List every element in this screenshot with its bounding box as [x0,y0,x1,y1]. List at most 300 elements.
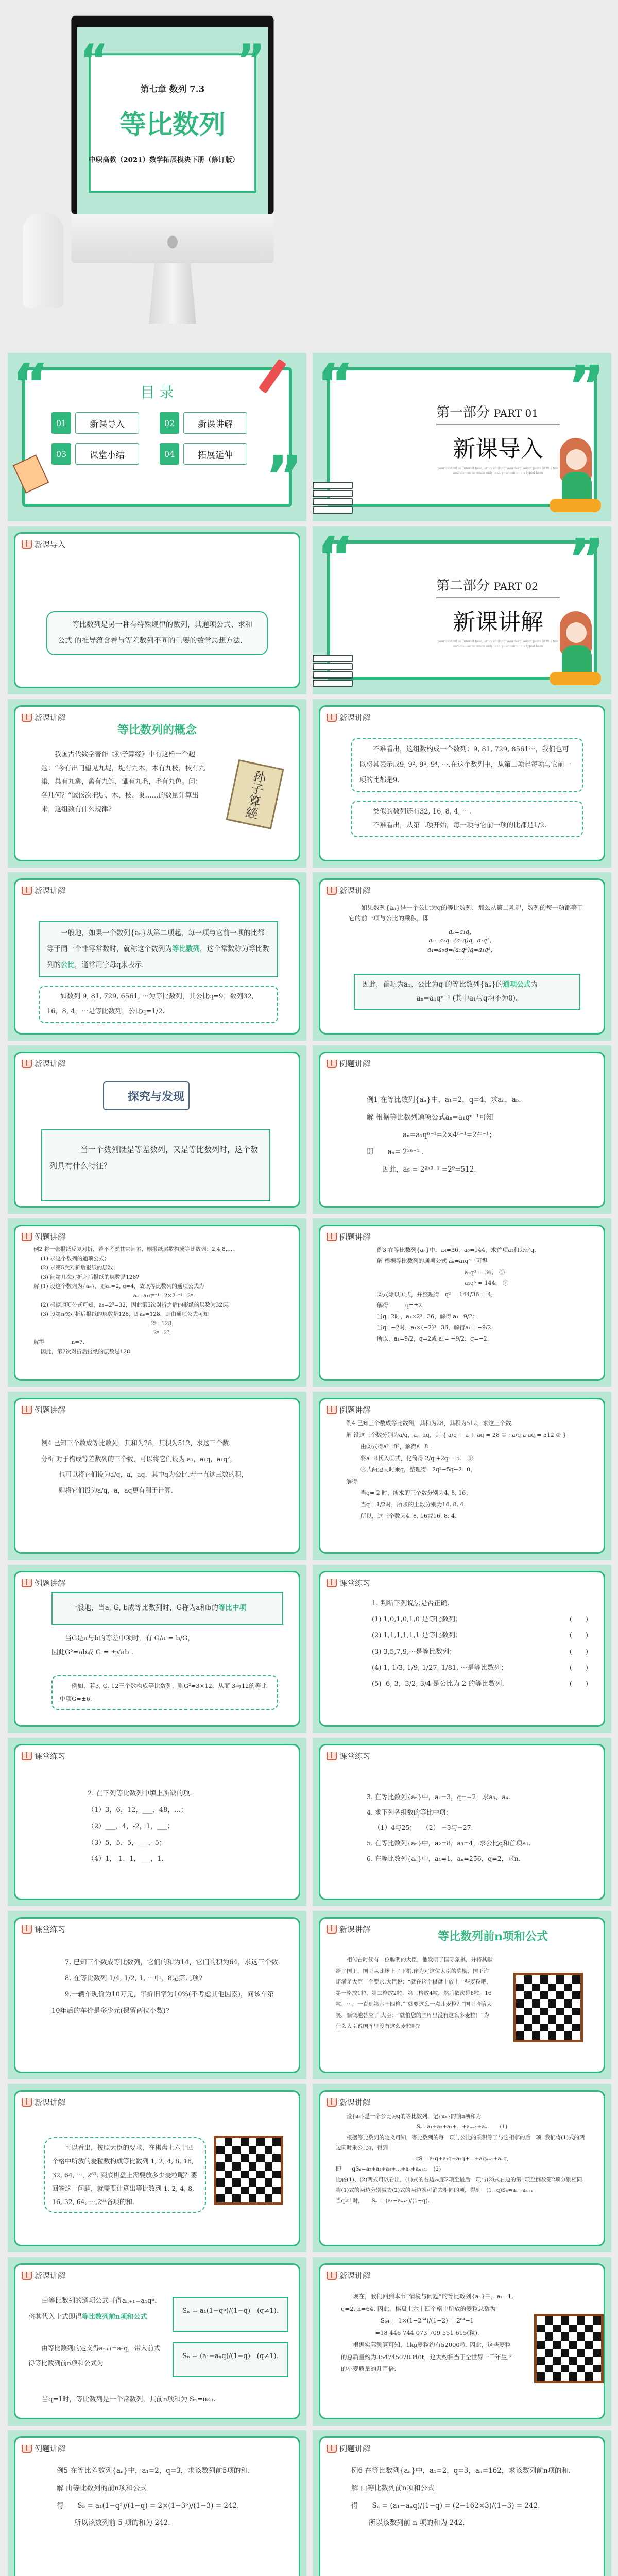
chess-square [593,2365,601,2373]
chess-square [564,1984,573,1992]
chess-square [272,2178,281,2187]
practice-question: 8. 在等比数列 1/4, 1/2, 1, ⋯中，8是第几项? [65,1975,202,1983]
formula-lines [320,927,604,963]
chess-square [241,2154,249,2162]
chess-square [537,2325,545,2333]
cover-chapter: 第七章 数列 7.3 [140,84,205,95]
example-solution-line: 解 设这三个数分别为a/q，a，aq，则 { a/q + a + aq = 28 ① ; a/q·a·aq = 512 ② } [346,1431,566,1438]
chess-square [553,2316,561,2325]
mean-line: 因此G²=ab或 G = ±√ab . [52,1649,133,1657]
example-solution-line: 当q= 1/2时，所求的上数分别为16, 8, 4. [360,1501,466,1508]
chess-square [561,2349,569,2357]
chess-square [532,2031,540,2040]
example-solution-line: 2ⁿ=2⁷， [153,1330,175,1336]
example-solution-line: 将a=8代入①式，化简得 2/q +2q = 5. ③ [360,1454,473,1462]
slide-example-4-solution[interactable] [313,1392,611,1560]
chess-square [225,2154,233,2162]
slide-general-term[interactable] [313,872,611,1041]
chess-square [548,1984,557,1992]
book-icon [22,1579,32,1587]
chess-square [256,2154,265,2162]
open-quote-icon: “ [80,35,109,86]
practice-item: （2）___，4，-2，1，___； [88,1822,174,1831]
slide-example-5[interactable] [8,2430,306,2576]
section-part: 第二部分 [436,578,490,594]
chess-square [540,1999,548,2008]
toc-item-intro[interactable]: 新课导入 [75,412,139,434]
slide-example-6[interactable] [313,2430,611,2576]
chess-square [593,2316,601,2325]
chess-result-body [341,2291,513,2376]
mean-line: 当G是a与b的等差中项时，有 G/a = b/G， [65,1635,195,1642]
slide-example-3[interactable] [313,1218,611,1387]
practice-3-body [367,1789,593,1867]
chess-square [225,2171,233,2179]
books-illustration [313,639,354,691]
slide-example-1[interactable] [313,1045,611,1214]
example-solution-line: 解得 n=7. [33,1339,85,1346]
slide-practice-2[interactable] [8,1738,306,1906]
chess-square [524,2008,533,2016]
chess-square [216,2138,225,2146]
slide-header: 新课讲解 [339,2098,371,2107]
chess-square [561,2365,569,2373]
chess-square [564,1999,573,2008]
example-part: (2) 求第5次对折后报纸的层数； [41,1265,118,1272]
chess-square [524,1975,533,1984]
slide-part-01[interactable] [313,353,611,521]
chess-square [537,2372,545,2381]
open-quote-icon: “ [12,353,49,417]
chess-square [572,1999,580,2008]
slide-example-2[interactable] [8,1218,306,1387]
slide-header: 新课讲解 [339,886,371,895]
book-icon [327,714,337,722]
chess-square [556,1975,564,1984]
example-part: (1) 求这个数列的通项公式； [41,1256,110,1262]
close-quote-icon: ” [568,353,605,419]
formula-equation: aₙ=a₁qⁿ⁻¹ (其中a₁与q均不为0). [416,994,518,1003]
chess-square [249,2194,257,2202]
chess-square [532,1991,540,1999]
book-icon [327,2098,337,2107]
chess-square [524,1991,533,1999]
chess-square [537,2349,545,2357]
monitor-image [71,16,273,255]
slide-sum-story[interactable] [313,1911,611,2079]
mean-lines [52,1632,283,1660]
chess-square [216,2154,225,2162]
chess-square [232,2187,241,2195]
chess-square [561,2332,569,2341]
mean-example: 例如，若3, G, 12三个数构成等比数列，则G²=3×12，从而 3与12的等比中项G=±6. [52,1675,278,1710]
book-icon [327,887,337,895]
toc-num: 03 [52,443,71,465]
slide-header: 例题讲解 [339,1232,371,1242]
chess-square [585,2357,593,2365]
slide-practice-1[interactable] [313,1565,611,1733]
chess-square [556,2015,564,2024]
answer-blank[interactable]: ( ) [569,1616,588,1624]
chess-square [593,2372,601,2381]
example-solution-line: 当q=2时，a₁×2³=36，解得 a₁=9/2； [377,1313,478,1320]
slide-header: 课堂练习 [339,1579,371,1588]
slide-header: 例题讲解 [35,1405,66,1415]
result-line: 现在，我们回到本节“情境与问题”的等比数列{aₙ}中，a₁=1, q=2, n=64. 因此，棋盘上六十四个格中所放的麦粒总数为 [341,2293,513,2312]
sum-formula-1: Sₙ = a₁(1−qⁿ)/(1−q) (q≠1). [173,2297,288,2332]
chess-square [548,2024,557,2032]
example-solution-line: aₙ=a₁qⁿ⁻¹=2×2ⁿ⁻¹=2ⁿ. [133,1293,195,1299]
chess-square [232,2194,241,2202]
example-solution-line: 解得 q=±2. [377,1302,424,1309]
slide-chess-result[interactable] [313,2257,611,2426]
chess-square [265,2194,273,2202]
chess-square [548,2008,557,2016]
toc-item-extension[interactable]: 拓展延伸 [183,443,247,465]
chess-square [532,2008,540,2016]
derivation-body [336,2111,588,2206]
practice-item: (4) 1, 1/3, 1/9, 1/27, 1/81, ⋯是等比数列； [372,1664,508,1672]
section-part-en: PART 02 [494,580,538,592]
formula-box [354,974,580,1010]
derivation-line: 比较(1)、(2)两式可以看出，(1)式的右边从第2项至最后一项与(2)式右边的第1项至倒数第2项分别相同. 将(1)式的两边分别减去(2)式的两边就可消去相同的项，得到 (1−q)Sₙ=a₁−aₙ₊₁ [336,2176,584,2194]
slide-header: 例题讲解 [339,1059,371,1069]
girl-illustration [555,611,599,688]
chess-square [548,1991,557,1999]
toc-num: 02 [160,412,179,434]
chess-square [569,2341,577,2349]
chess-square [545,2325,553,2333]
answer-blank[interactable]: ( ) [569,1664,588,1672]
sum-formula-2: Sₙ = (a₁−aₙq)/(1−q) (q≠1). [173,2342,288,2377]
chess-square [241,2146,249,2155]
sequence-box-2 [351,801,583,837]
example-question: 例2 将一张报纸反复对折，若不考虑其它因素，则报纸层数构成等比数列：2,4,8,.... [33,1246,234,1252]
chess-square [572,2008,580,2016]
chess-square [265,2178,273,2187]
chess-square [232,2146,241,2155]
chess-square [524,2015,533,2024]
slide-example-4-analysis[interactable] [8,1392,306,1560]
analysis-line: 则将它们设为a/q，a，aq更有利于计算. [59,1486,173,1494]
chess-square [249,2171,257,2179]
chess-square [540,1975,548,1984]
chess-square [249,2154,257,2162]
slide-intro[interactable] [8,526,306,694]
chess-square [216,2187,225,2195]
chess-square [272,2138,281,2146]
example-solution-line: 即 aₙ= 2²ⁿ⁻¹ . [367,1148,424,1157]
slide-explore[interactable] [8,1045,306,1214]
book-cover-image: 孙子算經 [226,759,284,829]
chess-square [537,2365,545,2373]
chess-square [553,2372,561,2381]
chess-square [265,2162,273,2171]
example-solution-line: 解 由等比数列前n项和公式 [351,2484,435,2493]
chess-square [572,2015,580,2024]
derivation-line: 设{aₙ}是一个公比为q的等比数列，记{aₙ}的前n项和为 [347,2113,482,2120]
open-quote-icon: “ [317,353,354,417]
chess-square [524,2024,533,2032]
section-title: 新课导入 [453,436,543,462]
chess-square [216,2194,225,2202]
section-title: 新课讲解 [453,609,543,635]
example-solution-line: (2) 根据通项公式可知，a₁=2⁵=32，因此第5次对折之后的报纸的层数为32层. [41,1302,230,1309]
chess-square [585,2365,593,2373]
result-line: S₆₄ = 1×(1−2⁶⁴)/(1−2) = 2⁶⁴−1 [380,2317,474,2325]
book-icon [327,1752,337,1760]
example-solution-line: 所以，a₁=9/2，q=2或 a₁= −9/2，q=−2. [377,1335,489,1342]
chess-square [256,2178,265,2187]
example-3-body [377,1245,593,1344]
practice-1-body [372,1596,588,1692]
slide-geometric-mean[interactable] [8,1565,306,1733]
chess-square [585,2332,593,2341]
chess-square [545,2365,553,2373]
chess-square [225,2194,233,2202]
analysis-line: 也可以将它们设为a/q，a，aq，其中q为公比.若一直这三数的积， [59,1470,248,1479]
practice-item: (2) 1,1,1,1,1,1 是等比数列； [372,1632,462,1640]
example-solution-line: 当q= 2 时，所求的三个数分别为4, 8, 16； [360,1489,472,1497]
chess-square [256,2162,265,2171]
chess-square [256,2171,265,2179]
chess-square [545,2349,553,2357]
concept-title: 等比数列的概念 [117,723,197,737]
chess-square [553,2349,561,2357]
explore-title: 探究与发现 [103,1081,190,1110]
slide-definition[interactable] [8,872,306,1041]
example-solution-line: 所以，这三个数为4, 8, 16或16, 8, 4. [360,1513,457,1520]
chess-square [225,2146,233,2155]
slide-header: 新课讲解 [339,2271,371,2280]
girl-illustration [555,438,599,515]
chess-square [577,2349,585,2357]
chess-square [241,2162,249,2171]
chess-square [548,2015,557,2024]
book-icon [22,2272,32,2280]
chess-square [516,1984,524,1992]
slide-toc[interactable] [8,353,306,521]
chess-square [249,2162,257,2171]
chess-square [548,2031,557,2040]
chess-square [593,2325,601,2333]
slide-concept[interactable] [8,699,306,868]
chess-square [572,2031,580,2040]
practice-question: 6. 在等比数列{aₙ}中，a₁=1，aₙ=256，q=2，求n. [367,1855,521,1862]
apple-logo-icon [167,236,178,249]
chess-square [577,2332,585,2341]
sequence-text-1: 不难看出，这组数构成一个数列：9, 81, 729, 8561⋯，我们也可以将其表示成9, 9², 9³, 9⁴, ⋯.在这个数列中，从第二项起每项与它前一项的比都是9. [351,738,583,792]
chess-square [585,2349,593,2357]
chess-sequence-text: 可以看出，按照大臣的要求，在棋盘上六十四个格中所放的麦粒数构成等比数列 1, 2, 4, 8, 16, 32, 64, ⋯, 2⁶³. 到底棋盘上需要放多少麦粒呢？要回答这一问题，就需要计算出等比数列 1, 2, 4, 8, 16, 32, 64, ⋯,2⁶³各项的和. [44,2137,206,2213]
chessboard-image [534,2314,604,2383]
slide-derivation[interactable] [313,2084,611,2252]
concept-text: 我国古代数学著作《孙子算经》中有这样一个趣题：“今有出门望见九堤，堤有九木，木有九枝，枝有九巢，巢有九禽，禽有九雏，雏有九毛，毛有九色。问：各几何？”试依次把堤、木、枝、巢……的数量计算出来，这组数有什么规律? [41,751,205,814]
chess-square [553,2365,561,2373]
chess-square [585,2316,593,2325]
derivation-line: qSₙ=a₁q+a₂q+a₃q+...+aqₙ₋₁+aₙq, [415,2155,509,2162]
chessboard-image [214,2136,283,2205]
chess-square [540,1991,548,1999]
book-icon [22,1233,32,1241]
chess-square [532,1975,540,1984]
definition-text: 一般地，如果一个数列{aₙ}从第二项起，每一项与它前一项的比都等于同一个非零常数时，就称这个数列为 [47,929,265,954]
chess-square [540,2008,548,2016]
chess-square [216,2178,225,2187]
cover-subtitle: 中职高教（2021）数学拓展模块下册（修订版） [89,155,239,164]
practice-question: 3. 在等比数列{aₙ}中，a₁=3，q=−2，求a₃、a₄. [367,1793,510,1801]
chess-square [537,2316,545,2325]
chess-square [545,2372,553,2381]
example-solution-line: 解 (1) 设这个数列为{aₙ}，则a₁=2, q=4，故该等比数列的通项公式为 [33,1283,204,1290]
book-icon [22,1752,32,1760]
example-6-body [351,2463,573,2532]
chess-square [524,1999,533,2008]
chess-square [548,1975,557,1984]
example-solution-line: 所以该数列前 n 项的和为 242. [369,2519,465,2528]
chess-square [532,1984,540,1992]
chess-square [516,1975,524,1984]
chess-square [516,2008,524,2016]
chess-square [553,2325,561,2333]
formula-line: a₂=a₁q， [449,928,475,935]
example-solution-line: 由②式得a³=8³，解得a=8 . [360,1443,432,1450]
formula-line: a₃=a₂q=(a₁q)q=a₁q²， [428,937,495,944]
practice-2-body [88,1786,283,1868]
chess-square [216,2171,225,2179]
close-quote-icon: ” [568,527,605,592]
derivation-line: 当q≠1时， Sₙ = (a₁−aₙ₊₁)/(1−q). [336,2197,430,2204]
chess-square [577,2365,585,2373]
example-question: 例1 在等比数列{aₙ}中，a₁=2，q=4，求aₙ，a₅. [367,1096,521,1104]
chess-square [532,1999,540,2008]
chess-square [569,2325,577,2333]
chess-square [540,2015,548,2024]
chess-square [272,2162,281,2171]
chess-square [553,2357,561,2365]
sum-title: 等比数列前n项和公式 [438,1930,548,1943]
chess-square [561,2325,569,2333]
example-1-body [367,1092,588,1179]
slide-part-02[interactable] [313,526,611,694]
chess-square [540,2024,548,2032]
chess-square [564,1975,573,1984]
chess-square [249,2178,257,2187]
chess-square [564,2008,573,2016]
cover-title: 等比数列 [119,109,226,140]
mean-box [52,1592,283,1625]
example-solution-line: 因此，第7次对折后报纸的层数是128. [41,1348,132,1355]
chess-square [232,2138,241,2146]
highlight-term: 公比 [61,961,75,970]
example-5-body [57,2463,273,2532]
example-solution-line: 解得 [346,1478,357,1485]
toc-item-lecture[interactable]: 新课讲解 [183,412,247,434]
derivation-line: 根据等比数列的定义可知，等比数列的每一项与公比的乘积等于与它相邻的后一项. 我们将(1)式的两边同时乘公比q，得到 [336,2134,585,2151]
answer-blank[interactable]: ( ) [569,1648,588,1656]
practice-question: 7. 已知三个数成等比数列，它们的和为14，它们的积为64，求这三个数. [65,1959,280,1967]
section-part-en: PART 01 [494,407,538,419]
chess-square [265,2187,273,2195]
chess-square [232,2162,241,2171]
slide-header: 新课讲解 [35,2271,66,2280]
chess-square [564,2031,573,2040]
example-solution-line: 得 S₅ = a₁(1−q⁵)/(1−q) = 2×(1−3⁵)/(1−3) = 242. [57,2501,239,2510]
chess-square [532,2024,540,2032]
chess-square [556,1984,564,1992]
chess-square [232,2178,241,2187]
slide-practice-3[interactable] [313,1738,611,1906]
chess-square [225,2187,233,2195]
practice-question: 1. 判断下列说法是否正确. [372,1600,450,1607]
slide-sum-formula[interactable] [8,2257,306,2426]
formula-text: 由等比数列的通项公式可得aₙ₊₁=a₁qⁿ，将其代入上式即得 [28,2297,162,2321]
hero-mockup [0,0,618,345]
example-solution-line: ②式除以①式，并整理得 q² = 144/36 = 4, [377,1291,493,1298]
chess-square [572,1991,580,1999]
books-illustration [313,466,354,518]
cover-slide-preview[interactable] [77,27,268,214]
chess-square [577,2325,585,2333]
chess-square [540,1984,548,1992]
derivation-line: Sₙ=a₁+a₂+a₃+...+aₙ₋₁+aₙ. (1) [416,2124,508,2130]
toc-item-summary[interactable]: 课堂小结 [75,443,139,465]
practice-item: (1) 1,0,1,0,1,0 是等比数列； [372,1616,462,1624]
chess-square [569,2365,577,2373]
chess-square [556,2031,564,2040]
chess-square [516,2024,524,2032]
section-filler: your content is entered here, or by copying your text, select paste in this box and choose to retain only text. your content is typed here [437,640,559,648]
slide-header: 例题讲解 [35,1232,66,1242]
answer-blank[interactable]: ( ) [569,1632,588,1640]
slide-header: 新课导入 [35,540,66,549]
sequence-text-2b: 不难看出，从第二项开始，每一项与它前一项的比都是1/2. [373,822,547,830]
chess-square [553,2332,561,2341]
chess-square [572,1984,580,1992]
practice-item: (5) -6, 3, -3/2, 3/4 是公比为-2 的等比数列. [372,1680,504,1688]
chess-square [564,2024,573,2032]
book-icon [327,1579,337,1587]
practice-item: （4）1，-1，1，___，1. [88,1855,164,1863]
chess-square [577,2357,585,2365]
slide-chess-sequence[interactable] [8,2084,306,2252]
example-solution-line: 2ⁿ=128， [151,1320,177,1327]
chess-square [272,2146,281,2155]
slide-header: 新课讲解 [35,886,66,895]
slide-sequence[interactable] [313,699,611,868]
chess-square [272,2154,281,2162]
section-part: 第一部分 [436,405,490,420]
answer-blank[interactable]: ( ) [569,1680,588,1688]
derivation-line: 即 qSₙ=a₂+a₃+a₄+...+aₙ+aₙ₊₁. (2) [336,2166,441,2173]
definition-box [39,921,278,977]
toc-title: 目 录 [140,384,174,401]
chess-square [225,2178,233,2187]
chess-square [545,2357,553,2365]
formula-intro: 如果数列{aₙ}是一个公比为q的等比数列，那么从第二项起，数列的每一项都等于它的前一项与公比的乘积，即 [349,904,583,922]
highlight-term: 等比数列 [172,945,200,954]
example-2-body [33,1245,295,1357]
explore-text: 当一个数列既是等差数列，又是等比数列时，这个数列具有什么特征？ [41,1129,270,1201]
chess-square [516,2031,524,2040]
slide-practice-4[interactable] [8,1911,306,2079]
chess-square [545,2316,553,2325]
practice-question: 2. 在下列等比数列中填上所缺的项. [88,1790,192,1798]
chess-square [516,2015,524,2024]
chess-square [249,2187,257,2195]
flower-vase-image [23,213,63,308]
chess-square [216,2162,225,2171]
